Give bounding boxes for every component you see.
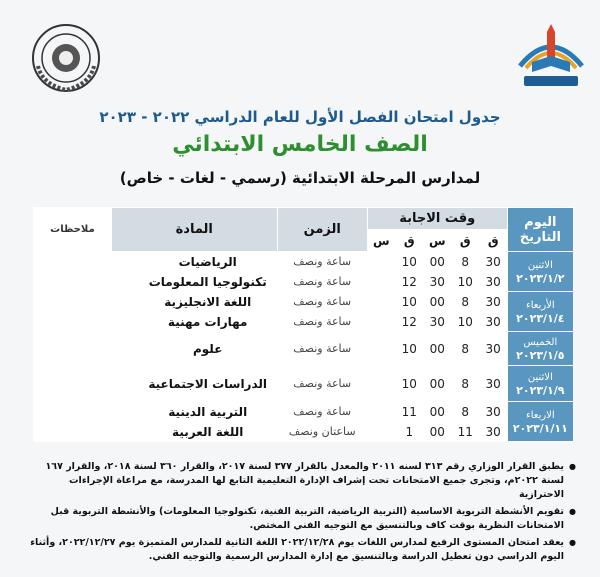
header-minutes-2: ق [395, 230, 423, 252]
table-cell: 30 [479, 402, 507, 422]
table-cell: 1 [395, 422, 423, 442]
table-cell: 00 [423, 366, 451, 402]
header-minutes: ق [451, 230, 479, 252]
governorate-seal-icon [30, 22, 102, 94]
table-cell: 30 [479, 312, 507, 332]
table-cell: 10 [395, 252, 423, 272]
table-cell: 12 [395, 312, 423, 332]
grade-title: الصف الخامس الابتدائي [172, 132, 428, 157]
table-cell: 30 [479, 422, 507, 442]
table-cell: 11 [451, 422, 479, 442]
duration-cell: ساعة ونصف [277, 312, 367, 332]
table-cell: 30 [479, 252, 507, 272]
subject-cell: مهارات مهنية [138, 312, 277, 332]
day-cell-2: الأربعاء ٢٠٢٣/١/٤ [507, 292, 573, 332]
duration-cell: ساعة ونصف [277, 292, 367, 312]
subject-cell: اللغة العربية [138, 422, 277, 442]
footnote-item: ● يعقد امتحان المستوى الرفيع لمدارس اللغات يوم ٢٠٢٢/١٢/٢٨ اللغة الثانية للمدارس المتميزة يوم ٢٠٢٢/١٢/٢٧، وأثناء اليوم الدراسي دون تعطيل الدراسة وبالتنسيق مع إدارة المدارس الرسمية والتوجيه الفني. [28, 536, 576, 564]
table-cell: 30 [479, 332, 507, 366]
table-cell: 8 [451, 402, 479, 422]
exam-title: جدول امتحان الفصل الأول للعام الدراسي ٢٠٢٢ - ٢٠٢٣ [99, 108, 501, 126]
header-day-date: اليوم التاريخ [507, 208, 573, 252]
table-cell: 11 [395, 402, 423, 422]
subject-cell: علوم [138, 332, 277, 366]
duration-cell: ساعة ونصف [277, 272, 367, 292]
table-cell: 8 [451, 366, 479, 402]
subject-cell: تكنولوجيا المعلومات [138, 272, 277, 292]
header-hours: س [423, 230, 451, 252]
notes-cell [34, 252, 112, 442]
duration-cell: ساعتان ونصف [277, 422, 367, 442]
table-cell: 10 [451, 312, 479, 332]
header-end-time: وقت الاجابة [367, 208, 507, 230]
table-cell: 30 [479, 292, 507, 312]
footnote-item: ● تقويم الأنشطة التربوية الاساسية (التربية الرياضية، التربية الفنية، تكنولوجيا المعلومات) والأنشطة التربوية قبل الامتحانات النظرية بوقت كاف وبالتنسيق مع التوجيه الفني المختص. [28, 505, 576, 533]
day-cell-5: الاربعاء ٢٠٢٣/١/١١ [507, 402, 573, 442]
duration-cell: ساعة ونصف [277, 252, 367, 272]
duration-cell: ساعة ونصف [277, 402, 367, 422]
table-cell: 00 [423, 402, 451, 422]
footnotes [28, 460, 576, 567]
subject-cell: التربية الدينية [138, 402, 277, 422]
table-cell: 10 [395, 332, 423, 366]
header-subject: المادة [111, 208, 277, 252]
header-seconds: ق [479, 230, 507, 252]
table-cell: 30 [423, 312, 451, 332]
table-cell: 30 [479, 272, 507, 292]
table-cell: 8 [451, 332, 479, 366]
table-cell: 30 [479, 366, 507, 402]
day-cell-1: الاثنين ٢٠٢٣/١/٢ [507, 252, 573, 292]
table-cell: 10 [451, 272, 479, 292]
header-duration: الزمن [277, 208, 367, 252]
header-notes: ملاحظات [34, 208, 112, 252]
table-cell: 00 [423, 422, 451, 442]
day-cell-3: الخميس ٢٠٢٣/١/٥ [507, 332, 573, 366]
table-cell: 30 [423, 272, 451, 292]
header-hours-2: س [367, 230, 395, 252]
table-cell: 00 [423, 252, 451, 272]
duration-cell: ساعة ونصف [277, 332, 367, 366]
table-cell: 00 [423, 292, 451, 312]
table-cell: 10 [395, 292, 423, 312]
footnote-item: ● يطبق القرار الوزاري رقم ٣١٣ لسنه ٢٠١١ والمعدل بالقرار ٣٧٧ لسنة ٢٠١٧، والقرار ٣٦٠ لسنة ٢٠١٨، والقرار ١٦٧ لسنة ٢٠٢٢م، وتجرى جميع الامتحانات تحت إشراف الإدارة التعليمية التابع لها المدرسة، مع مراعاة الإجراءات الاحترازية [28, 460, 576, 502]
table-cell: 10 [395, 366, 423, 402]
table-cell: 12 [395, 272, 423, 292]
table-cell: 8 [451, 252, 479, 272]
day-cell-4: الاثنين ٢٠٢٣/١/٩ [507, 366, 573, 402]
subject-cell: اللغة الانجليزية [138, 292, 277, 312]
duration-cell: ساعة ونصف [277, 366, 367, 402]
exam-schedule-table [33, 207, 574, 442]
ministry-logo-icon [512, 18, 590, 94]
table-cell: 00 [423, 332, 451, 366]
subject-cell: الرياضيات [138, 252, 277, 272]
subject-cell: الدراسات الاجتماعية [138, 366, 277, 402]
schools-subtitle: لمدارس المرحلة الابتدائية (رسمي - لغات - خاص) [119, 169, 481, 187]
table-cell: 8 [451, 292, 479, 312]
